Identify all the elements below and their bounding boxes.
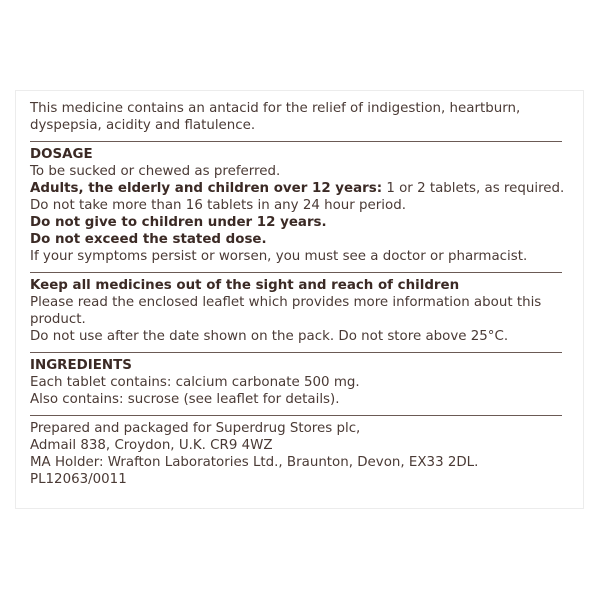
storage-heading: Keep all medicines out of the sight and reach of children: [30, 278, 460, 293]
manufacturer-address: Admail 838, Croydon, U.K. CR9 4WZ: [30, 438, 273, 453]
dosage-heading: DOSAGE: [30, 147, 93, 162]
ingredients-active: Each tablet contains: calcium carbonate 500 mg.: [30, 375, 360, 390]
intro-line-2: dyspepsia, acidity and flatulence.: [30, 118, 256, 133]
dosage-warning-children: Do not give to children under 12 years.: [30, 215, 327, 230]
storage-date-temp: Do not use after the date shown on the pack. Do not store above 25°C.: [30, 329, 509, 344]
label-content: [30, 100, 565, 488]
ma-holder: MA Holder: Wrafton Laboratories Ltd., Braunton, Devon, EX33 2DL.: [30, 455, 479, 470]
intro-line-1: This medicine contains an antacid for the relief of indigestion, heartburn,: [30, 101, 521, 116]
dosage-adults-label: Adults, the elderly and children over 12 years:: [30, 181, 383, 196]
label-panel: [15, 90, 584, 509]
manufacturer-line-1: Prepared and packaged for Superdrug Stores plc,: [30, 421, 361, 436]
dosage-adults-line: [30, 180, 565, 197]
ingredients-excipients: Also contains: sucrose (see leaflet for details).: [30, 392, 340, 407]
storage-leaflet-line-2: product.: [30, 312, 86, 327]
dosage-adults-amount: 1 or 2 tablets, as required.: [382, 181, 565, 196]
ingredients-heading: INGREDIENTS: [30, 358, 132, 373]
dosage-warning-dose: Do not exceed the stated dose.: [30, 232, 267, 247]
dosage-line: To be sucked or chewed as preferred.: [30, 164, 281, 179]
product-licence-number: PL12063/0011: [30, 472, 127, 487]
storage-leaflet-line-1: Please read the enclosed leaflet which provides more information about this: [30, 295, 542, 310]
dosage-limit: Do not take more than 16 tablets in any 24 hour period.: [30, 198, 406, 213]
dosage-symptoms-advice: If your symptoms persist or worsen, you must see a doctor or pharmacist.: [30, 249, 528, 264]
